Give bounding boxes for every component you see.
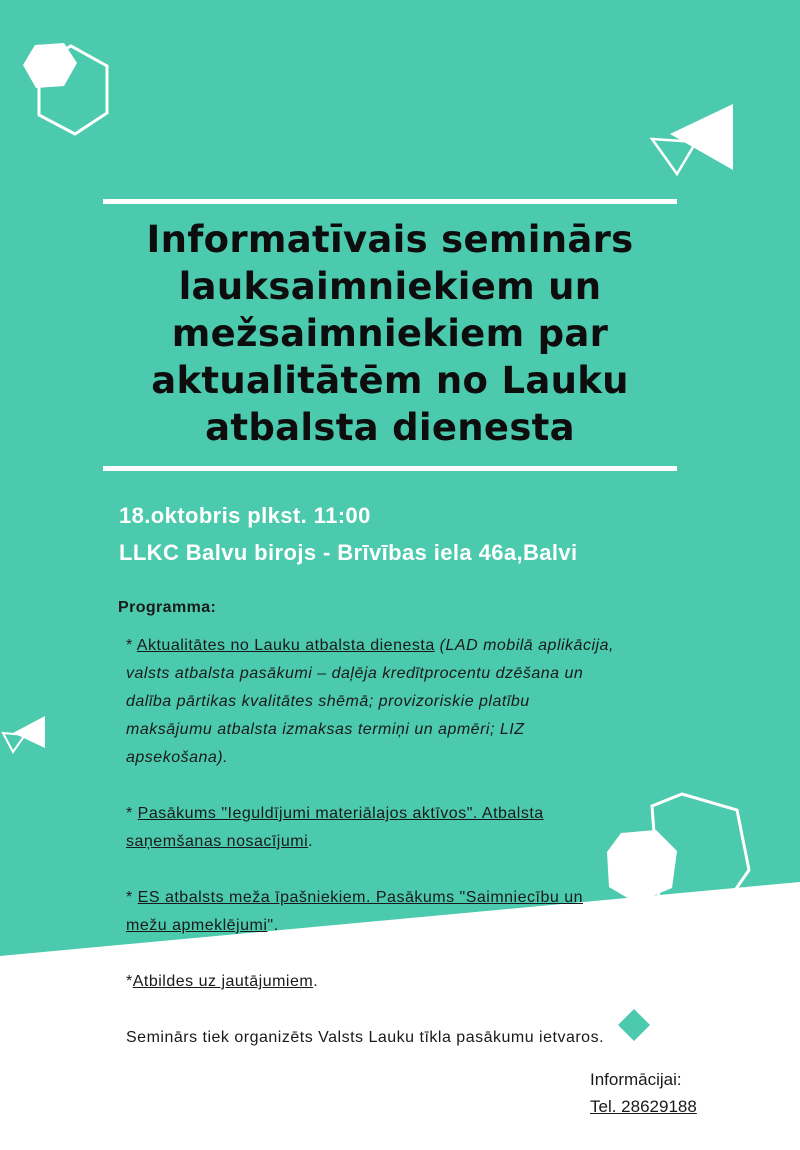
bullet: * bbox=[126, 805, 138, 822]
page-title bbox=[103, 216, 677, 451]
title-line: mežsaimniekiem par bbox=[171, 312, 609, 355]
bullet: * bbox=[126, 889, 138, 906]
title-line: atbalsta dienesta bbox=[205, 406, 575, 449]
bottom-rule bbox=[103, 466, 677, 471]
program-label: Programma: bbox=[118, 599, 217, 616]
title-line: aktualitātēm no Lauku bbox=[151, 359, 629, 402]
contact-block bbox=[590, 1066, 697, 1120]
title-line: Informatīvais seminārs bbox=[146, 218, 634, 261]
contact-phone-link[interactable]: Tel. 28629188 bbox=[590, 1097, 697, 1116]
event-location: LLKC Balvu birojs - Brīvības iela 46a,Balvi bbox=[119, 540, 578, 565]
program-item bbox=[126, 800, 616, 856]
title-line: lauksaimniekiem un bbox=[178, 265, 602, 308]
program-list bbox=[126, 632, 616, 1080]
program-item bbox=[126, 632, 616, 772]
program-item-details: (LAD mobilā aplikācija, valsts atbalsta pasākumi – daļēja kredītprocentu dzēšana un dalība pārtikas kvalitātes shēmā; provizoriskie platību maksājumu atbalsta izmaksas termiņi un apmēri; LIZ apsekošana). bbox=[126, 637, 614, 766]
program-item bbox=[126, 884, 616, 940]
contact-label: Informācijai: bbox=[590, 1070, 682, 1089]
top-rule bbox=[103, 199, 677, 204]
program-item-link[interactable]: Atbildes uz jautājumiem bbox=[132, 973, 314, 990]
event-date: 18.oktobris plkst. 11:00 bbox=[119, 503, 371, 528]
program-item-link[interactable]: ES atbalsts meža īpašniekiem. Pasākums "Saimniecību un mežu apmeklējumi bbox=[126, 889, 583, 934]
program-item-suffix: . bbox=[313, 973, 319, 990]
program-item-suffix: ". bbox=[267, 917, 279, 934]
program-item bbox=[126, 968, 616, 996]
program-item-link[interactable]: Aktualitātes no Lauku atbalsta dienesta bbox=[136, 637, 435, 654]
bullet: * bbox=[126, 973, 133, 990]
diamond-icon bbox=[618, 1009, 650, 1041]
program-item-suffix: . bbox=[308, 833, 314, 850]
bullet: * bbox=[126, 637, 137, 654]
program-item-link[interactable]: Pasākums "Ieguldījumi materiālajos aktīvos". Atbalsta saņemšanas nosacījumi bbox=[126, 805, 544, 850]
closing-note: Seminārs tiek organizēts Valsts Lauku tīkla pasākumu ietvaros. bbox=[126, 1029, 605, 1046]
